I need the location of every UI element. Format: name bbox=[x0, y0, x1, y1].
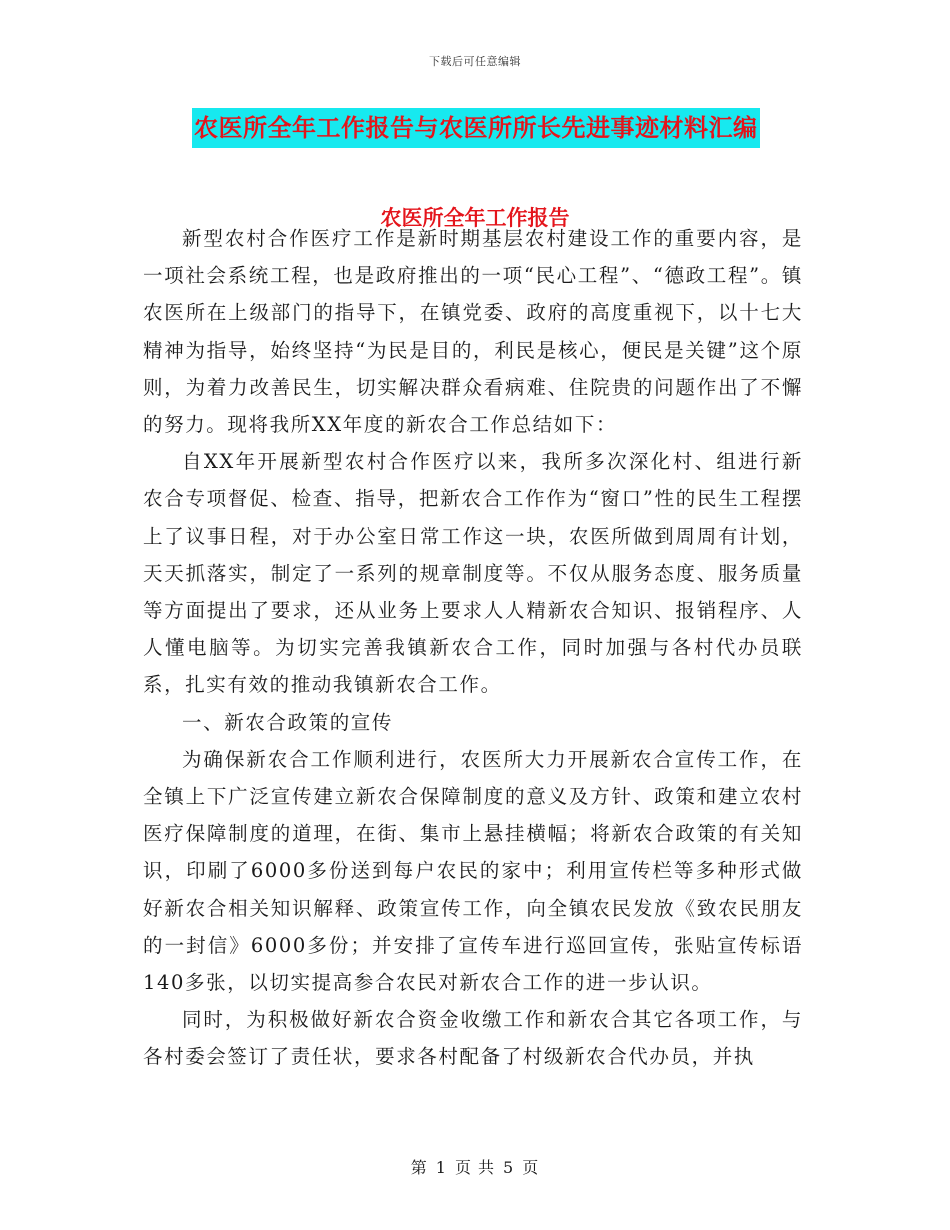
body-text bbox=[143, 220, 803, 1076]
footer-middle: 页 共 bbox=[454, 1158, 496, 1177]
footer-total-pages: 5 bbox=[503, 1158, 515, 1177]
page-footer bbox=[0, 1155, 950, 1178]
paragraph: 新型农村合作医疗工作是新时期基层农村建设工作的重要内容，是一项社会系统工程，也是政府推出的一项“民心工程”、“德政工程”。镇农医所在上级部门的指导下，在镇党委、政府的高度重视下，以十七大精神为指导，始终坚持“为民是目的，利民是核心，便民是关键”这个原则，为着力改善民生，切实解决群众看病难、住院贵的问题作出了不懈的努力。现将我所XX年度的新农合工作总结如下： bbox=[143, 227, 803, 437]
main-title: 农医所全年工作报告与农医所所长先进事迹材料汇编 bbox=[192, 108, 760, 148]
paragraph: 为确保新农合工作顺利进行，农医所大力开展新农合宣传工作，在全镇上下广泛宣传建立新农合保障制度的意义及方针、政策和建立农村医疗保障制度的道理，在街、集市上悬挂横幅；将新农合政策的有关知识，印刷了6000多份送到每户农民的家中；利用宣传栏等多种形式做好新农合相关知识解释、政策宣传工作，向全镇农民发放《致农民朋友的一封信》6000多份；并安排了宣传车进行巡回宣传，张贴宣传标语140多张，以切实提高参合农民对新农合工作的进一步认识。 bbox=[143, 747, 803, 995]
paragraph: 自XX年开展新型农村合作医疗以来，我所多次深化村、组进行新农合专项督促、检查、指导，把新农合工作作为“窗口”性的民生工程摆上了议事日程，对于办公室日常工作这一块，农医所做到周周有计划，天天抓落实，制定了一系列的规章制度等。不仅从服务态度、服务质量等方面提出了要求，还从业务上要求人人精新农合知识、报销程序、人人懂电脑等。为切实完善我镇新农合工作，同时加强与各村代办员联系，扎实有效的推动我镇新农合工作。 bbox=[143, 450, 803, 697]
section-heading: 一、新农合政策的宣传 bbox=[182, 710, 394, 734]
header-note: 下载后可任意编辑 bbox=[429, 55, 521, 68]
footer-page-number: 1 bbox=[435, 1158, 447, 1177]
paragraph: 同时，为积极做好新农合资金收缴工作和新农合其它各项工作，与各村委会签订了责任状，要求各村配备了村级新农合代办员，并执 bbox=[143, 1008, 803, 1069]
footer-prefix: 第 bbox=[410, 1158, 428, 1177]
section-title: 农医所全年工作报告 bbox=[380, 205, 570, 230]
footer-suffix: 页 bbox=[522, 1158, 540, 1177]
